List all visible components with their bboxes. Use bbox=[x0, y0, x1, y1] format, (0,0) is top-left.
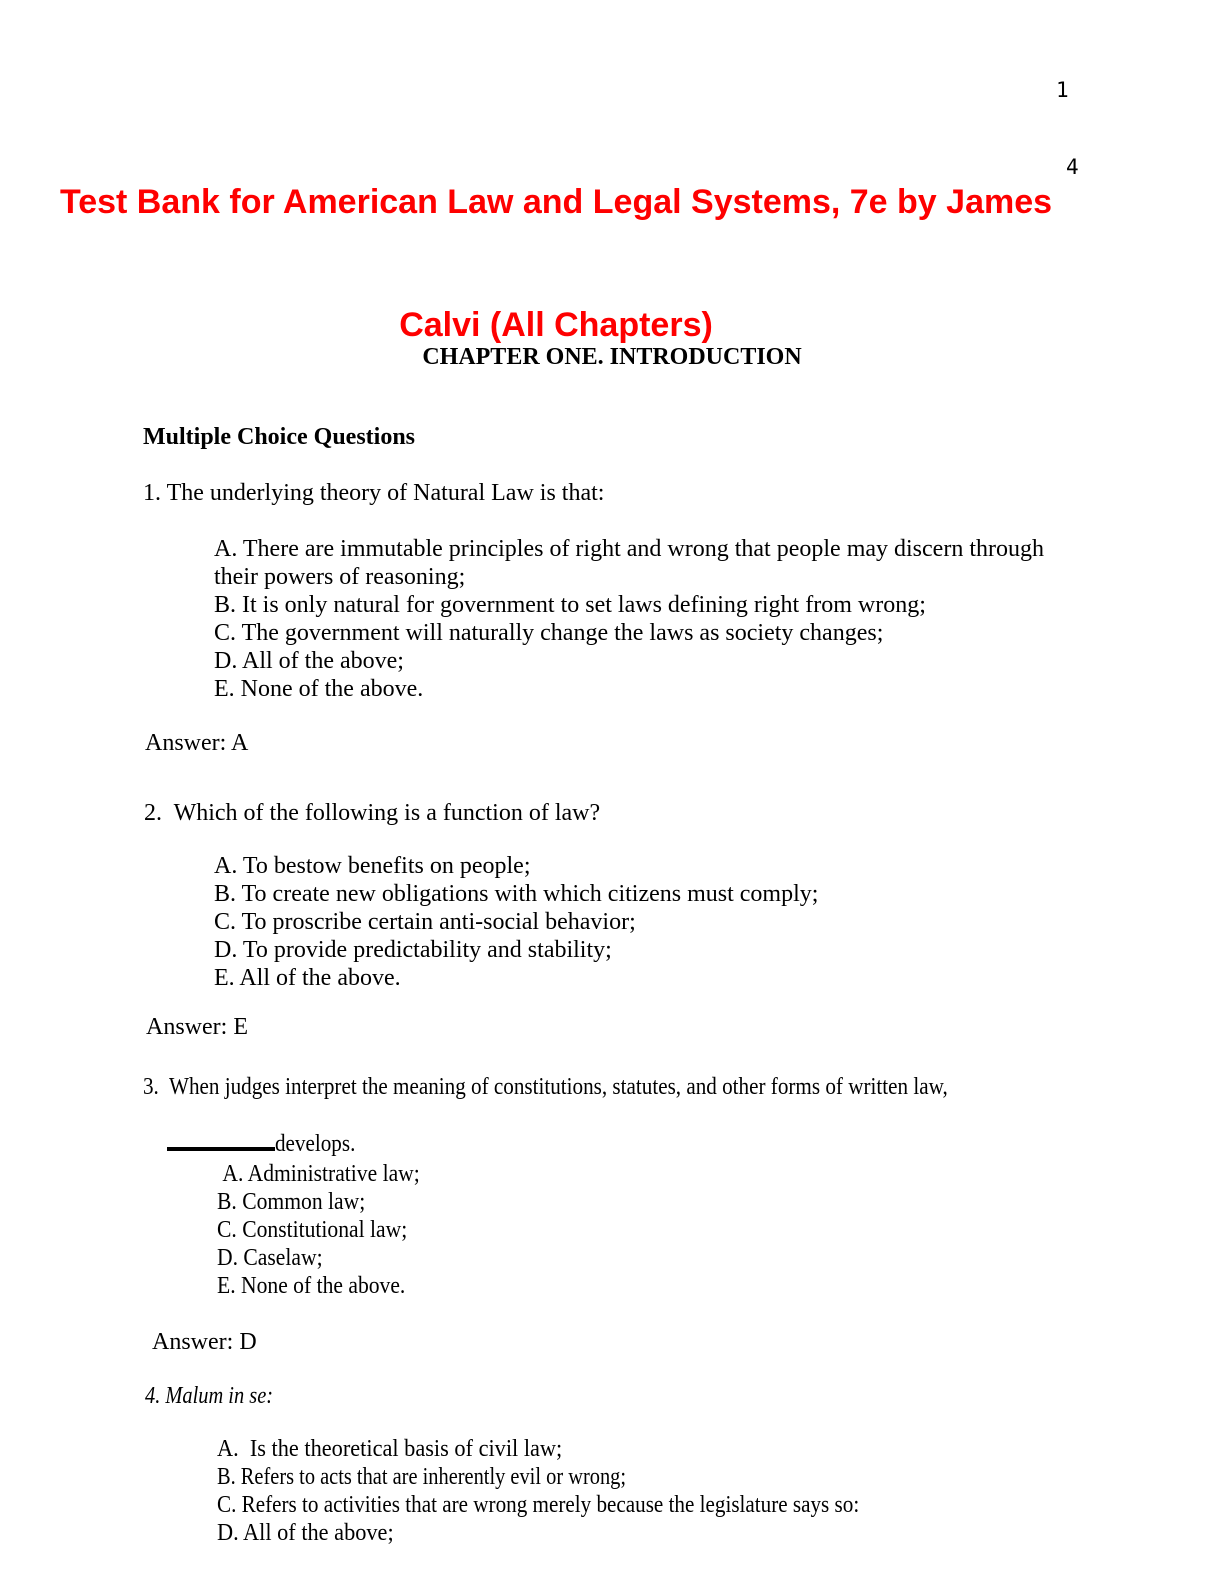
option-line: D. Caselaw; bbox=[217, 1245, 323, 1271]
option-line: E. None of the above. bbox=[214, 676, 424, 702]
chapter-heading: CHAPTER ONE. INTRODUCTION bbox=[422, 344, 802, 370]
option-line: C. To proscribe certain anti-social behavior; bbox=[214, 909, 636, 935]
option-line: C. The government will naturally change the laws as society changes; bbox=[214, 620, 884, 646]
question-1-text: 1. The underlying theory of Natural Law is that: bbox=[143, 480, 605, 506]
document-title-line1: Test Bank for American Law and Legal Systems, 7e by James bbox=[59, 183, 1053, 221]
document-title bbox=[0, 100, 1112, 428]
option-line: B. To create new obligations with which citizens must comply; bbox=[214, 881, 819, 907]
question-2-options bbox=[214, 852, 818, 992]
answer-2: Answer: E bbox=[146, 1014, 248, 1040]
option-line: B. It is only natural for government to set laws defining right from wrong; bbox=[214, 592, 926, 618]
question-2-text: 2. Which of the following is a function of law? bbox=[144, 800, 601, 826]
question-4-text: 4. Malum in se: bbox=[145, 1383, 274, 1409]
option-line: D. All of the above; bbox=[217, 1520, 394, 1546]
answer-1: Answer: A bbox=[145, 730, 249, 756]
page-number: 1 bbox=[1056, 78, 1069, 102]
question-3-text-after-blank: develops. bbox=[275, 1131, 356, 1157]
question-1-options bbox=[214, 535, 1044, 703]
option-line: B. Common law; bbox=[217, 1189, 366, 1215]
option-line: E. All of the above. bbox=[214, 965, 401, 991]
option-line: D. All of the above; bbox=[214, 648, 404, 674]
option-line: B. Refers to acts that are inherently evil or wrong; bbox=[217, 1464, 627, 1490]
option-line: their powers of reasoning; bbox=[214, 564, 466, 590]
option-line: D. To provide predictability and stability; bbox=[214, 937, 612, 963]
question-3-text: 3. When judges interpret the meaning of constitutions, statutes, and other forms of written law, bbox=[143, 1074, 948, 1100]
question-4-options bbox=[217, 1435, 947, 1547]
document-title-line2: Calvi (All Chapters) bbox=[399, 306, 713, 344]
option-line: A. Administrative law; bbox=[217, 1161, 420, 1187]
option-line: C. Refers to activities that are wrong merely because the legislature says so: bbox=[217, 1492, 860, 1518]
section-heading: Multiple Choice Questions bbox=[143, 424, 416, 450]
answer-3: Answer: D bbox=[152, 1329, 257, 1355]
blank-underline bbox=[167, 1129, 275, 1151]
question-3-options bbox=[217, 1160, 442, 1300]
side-number: 4 bbox=[1066, 155, 1079, 179]
option-line: A. Is the theoretical basis of civil law; bbox=[217, 1436, 563, 1462]
option-line: C. Constitutional law; bbox=[217, 1217, 408, 1243]
option-line: A. To bestow benefits on people; bbox=[214, 853, 531, 879]
option-line: E. None of the above. bbox=[217, 1273, 406, 1299]
option-line: A. There are immutable principles of right and wrong that people may discern through bbox=[214, 536, 1044, 562]
